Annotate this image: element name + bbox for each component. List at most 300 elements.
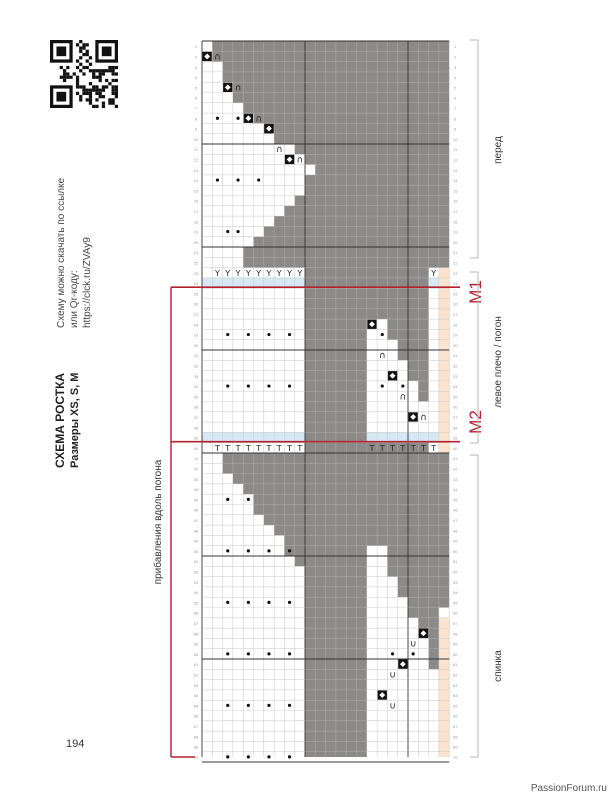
stitch-cell: [212, 556, 222, 566]
stitch-cell: [254, 134, 264, 144]
stitch-cell: [284, 741, 294, 751]
stitch-cell: [202, 515, 212, 525]
dot-symbol: [226, 704, 229, 707]
stitch-cell: [202, 309, 212, 319]
stitch-cell: [212, 350, 222, 360]
stitch-cell: [367, 680, 377, 690]
slip-symbol: T: [266, 444, 272, 454]
stitch-cell: [254, 731, 264, 741]
stitch-cell: [264, 319, 274, 329]
row-number-right: 61: [452, 662, 458, 668]
stitch-cell: [295, 577, 305, 587]
stitch-cell: [398, 752, 408, 762]
stitch-cell: [398, 741, 408, 751]
stitch-cell: [274, 535, 284, 545]
stitch-cell: [254, 669, 264, 679]
stitch-cell: [243, 638, 253, 648]
stitch-cell: [212, 463, 222, 473]
stitch-cell: [202, 638, 212, 648]
stitch-cell: [212, 608, 222, 618]
stitch-cell: [233, 319, 243, 329]
stitch-cell: [243, 505, 253, 515]
stitch-cell: [387, 412, 397, 422]
row-number-left: 16: [193, 198, 199, 204]
stitch-cell: [212, 649, 222, 659]
stitch-cell: [284, 721, 294, 731]
stitch-cell: [254, 154, 264, 164]
stitch-cell: [264, 556, 274, 566]
stitch-cell: [284, 669, 294, 679]
stitch-cell: [264, 587, 274, 597]
stitch-cell: [274, 690, 284, 700]
stitch-cell: [295, 371, 305, 381]
row-number-left: 20: [193, 239, 199, 245]
stitch-cell: [377, 556, 387, 566]
stitch-cell: [202, 721, 212, 731]
stitch-cell: [284, 196, 294, 206]
stitch-cell: [212, 371, 222, 381]
increases-label: прибавления вдоль погона: [153, 459, 164, 585]
dot-symbol: [236, 117, 239, 120]
stitch-cell: [243, 154, 253, 164]
slip-symbol: T: [421, 444, 426, 454]
stitch-cell: [418, 741, 428, 751]
stitch-cell: [284, 340, 294, 350]
stitch-cell: [233, 752, 243, 762]
row-number-left: 39: [193, 435, 199, 441]
row-number-right: 17: [452, 209, 458, 215]
stitch-cell: [408, 711, 418, 721]
stitch-cell: [264, 185, 274, 195]
stitch-cell: [223, 257, 233, 267]
stitch-cell: [223, 669, 233, 679]
stitch-cell: [377, 680, 387, 690]
stitch-cell: [212, 288, 222, 298]
stitch-cell: [429, 299, 439, 309]
stitch-cell: [202, 535, 212, 545]
stitch-cell: [418, 752, 428, 762]
arch-symbol: ∪: [389, 670, 396, 681]
row-number-left: 21: [193, 250, 199, 256]
stitch-cell: [212, 340, 222, 350]
row-number-right: 13: [452, 167, 458, 173]
stitch-cell: [429, 288, 439, 298]
marker-m2: M2: [466, 410, 485, 434]
stitch-cell: [274, 752, 284, 762]
stitch-cell: [223, 185, 233, 195]
stitch-cell: [243, 134, 253, 144]
stitch-cell: [429, 340, 439, 350]
stitch-cell: [243, 402, 253, 412]
stitch-cell: [367, 597, 377, 607]
stitch-cell: [295, 299, 305, 309]
section-bracket: [470, 272, 478, 443]
stitch-cell: [202, 257, 212, 267]
stitch-cell: [254, 412, 264, 422]
stitch-cell: [254, 721, 264, 731]
row-number-right: 47: [452, 518, 458, 524]
dot-symbol: [381, 333, 384, 336]
stitch-cell: [387, 577, 397, 587]
stitch-cell: [274, 587, 284, 597]
slip-symbol: T: [245, 444, 251, 454]
stitch-cell: [212, 711, 222, 721]
stitch-cell: [398, 597, 408, 607]
stitch-cell: [233, 556, 243, 566]
stitch-cell: [202, 628, 212, 638]
stitch-cell: [233, 123, 243, 133]
dot-symbol: [236, 230, 239, 233]
stitch-cell: [284, 412, 294, 422]
stitch-cell: [212, 93, 222, 103]
stitch-cell: [233, 196, 243, 206]
row-number-right: 6: [454, 95, 457, 101]
stitch-cell: [212, 257, 222, 267]
stitch-cell: [284, 360, 294, 370]
stitch-cell: [284, 299, 294, 309]
stitch-cell: [233, 154, 243, 164]
stitch-cell: [233, 618, 243, 628]
stitch-cell: [212, 309, 222, 319]
stitch-cell: [233, 587, 243, 597]
stitch-cell: [377, 711, 387, 721]
row-number-left: 1: [194, 44, 198, 50]
stitch-cell: [233, 690, 243, 700]
dot-symbol: [226, 652, 229, 655]
row-number-right: 26: [452, 301, 458, 307]
stitch-cell: [212, 566, 222, 576]
stitch-cell: [243, 206, 253, 216]
stitch-cell: [377, 402, 387, 412]
stitch-cell: [284, 350, 294, 360]
stitch-cell: [264, 721, 274, 731]
dot-symbol: [267, 704, 270, 707]
stitch-cell: [254, 196, 264, 206]
stitch-cell: [233, 546, 243, 556]
stitch-cell: [295, 360, 305, 370]
stitch-cell: [254, 206, 264, 216]
stitch-cell: [223, 577, 233, 587]
stitch-cell: [367, 752, 377, 762]
stitch-cell: [254, 319, 264, 329]
stitch-cell: [408, 659, 418, 669]
stitch-cell: [202, 165, 212, 175]
stitch-cell: [212, 752, 222, 762]
stitch-cell: [408, 700, 418, 710]
row-number-left: 69: [193, 744, 199, 750]
stitch-cell: [398, 371, 408, 381]
stitch-cell: [295, 741, 305, 751]
stitch-cell: [212, 618, 222, 628]
stitch-cell: [202, 649, 212, 659]
stitch-cell: [243, 175, 253, 185]
chart-title: СХЕМА РОСТКА: [53, 372, 67, 468]
dot-symbol: [226, 498, 229, 501]
stitch-cell: [274, 741, 284, 751]
stitch-cell: [233, 525, 243, 535]
row-number-left: 5: [194, 85, 198, 91]
stitch-cell: [223, 412, 233, 422]
stitch-cell: [233, 505, 243, 515]
stitch-cell: [254, 649, 264, 659]
stitch-cell: [212, 226, 222, 236]
stitch-cell: [254, 566, 264, 576]
stitch-cell: [233, 628, 243, 638]
stitch-cell: [243, 165, 253, 175]
slip-symbol: T: [276, 444, 282, 454]
stitch-cell: [223, 175, 233, 185]
row-number-right: 63: [452, 682, 458, 688]
arch-symbol: ∩: [420, 413, 427, 424]
stitch-cell: [295, 422, 305, 432]
stitch-cell: [254, 391, 264, 401]
stitch-cell: [212, 721, 222, 731]
stitch-cell: [429, 412, 439, 422]
row-number-right: 59: [452, 641, 458, 647]
stitch-cell: [418, 638, 428, 648]
stitch-cell: [202, 72, 212, 82]
stitch-cell: [243, 371, 253, 381]
stitch-cell: [264, 402, 274, 412]
stitch-cell: [254, 402, 264, 412]
stitch-cell: [284, 608, 294, 618]
slip-symbol: Y: [225, 269, 231, 279]
stitch-cell: [367, 422, 377, 432]
slip-symbol: T: [297, 444, 303, 454]
stitch-cell: [387, 597, 397, 607]
stitch-cell: [264, 669, 274, 679]
stitch-cell: [429, 391, 439, 401]
row-number-right: 22: [452, 260, 458, 266]
stitch-cell: [274, 319, 284, 329]
stitch-cell: [367, 669, 377, 679]
row-number-left: 32: [193, 363, 199, 369]
stitch-cell: [254, 659, 264, 669]
stitch-cell: [223, 618, 233, 628]
stitch-cell: [223, 123, 233, 133]
stitch-cell: [264, 638, 274, 648]
stitch-cell: [274, 206, 284, 216]
row-number-right: 40: [452, 445, 458, 451]
stitch-cell: [233, 185, 243, 195]
stitch-cell: [398, 711, 408, 721]
row-number-right: 23: [452, 270, 458, 276]
stitch-cell: [264, 299, 274, 309]
stitch-cell: [223, 402, 233, 412]
stitch-cell: [233, 391, 243, 401]
section-bracket: [470, 40, 478, 258]
stitch-cell: [429, 721, 439, 731]
row-number-right: 14: [452, 178, 458, 184]
row-number-right: 66: [452, 713, 458, 719]
slip-symbol: Y: [297, 269, 303, 279]
stitch-cell: [212, 82, 222, 92]
stitch-cell: [264, 134, 274, 144]
row-number-right: 3: [454, 64, 457, 70]
stitch-cell: [295, 618, 305, 628]
stitch-cell: [274, 638, 284, 648]
stitch-cell: [223, 247, 233, 257]
stitch-cell: [264, 371, 274, 381]
stitch-cell: [254, 535, 264, 545]
stitch-cell: [398, 638, 408, 648]
stitch-cell: [202, 505, 212, 515]
stitch-cell: [254, 597, 264, 607]
stitch-cell: [212, 165, 222, 175]
stitch-cell: [223, 237, 233, 247]
stitch-cell: [202, 144, 212, 154]
stitch-cell: [264, 391, 274, 401]
stitch-cell: [408, 391, 418, 401]
stitch-cell: [295, 628, 305, 638]
stitch-cell: [377, 577, 387, 587]
stitch-cell: [418, 649, 428, 659]
stitch-cell: [243, 196, 253, 206]
stitch-cell: [223, 566, 233, 576]
stitch-cell: [243, 711, 253, 721]
stitch-cell: [377, 638, 387, 648]
stitch-cell: [233, 360, 243, 370]
stitch-cell: [202, 371, 212, 381]
peach-band-gap: [439, 608, 449, 618]
stitch-cell: [233, 721, 243, 731]
stitch-cell: [254, 371, 264, 381]
stitch-cell: [212, 381, 222, 391]
stitch-cell: [223, 288, 233, 298]
stitch-cell: [233, 206, 243, 216]
stitch-cell: [398, 618, 408, 628]
stitch-cell: [274, 175, 284, 185]
dot-symbol: [412, 652, 415, 655]
row-number-right: 34: [452, 384, 458, 390]
arch-symbol: ∩: [378, 351, 386, 362]
slip-symbol: T: [287, 444, 292, 454]
slip-symbol: Y: [431, 269, 437, 279]
row-number-right: 46: [452, 507, 458, 513]
stitch-cell: [418, 690, 428, 700]
row-number-left: 3: [194, 64, 198, 70]
row-number-left: 60: [193, 651, 199, 657]
arch-symbol: ∩: [255, 114, 262, 125]
stitch-cell: [367, 350, 377, 360]
stitch-cell: [367, 381, 377, 391]
stitch-cell: [367, 700, 377, 710]
stitch-cell: [408, 680, 418, 690]
stitch-cell: [264, 618, 274, 628]
row-number-right: 38: [452, 425, 458, 431]
stitch-cell: [429, 700, 439, 710]
download-link[interactable]: https://clck.ru/ZVAy9: [82, 237, 93, 328]
stitch-cell: [254, 216, 264, 226]
stitch-cell: [387, 711, 397, 721]
stitch-cell: [398, 700, 408, 710]
row-number-left: 13: [193, 167, 199, 173]
dot-symbol: [288, 384, 291, 387]
stitch-cell: [398, 608, 408, 618]
row-number-right: 5: [454, 85, 457, 91]
stitch-cell: [284, 731, 294, 741]
stitch-cell: [212, 144, 222, 154]
stitch-cell: [233, 216, 243, 226]
row-number-right: 45: [452, 497, 458, 503]
row-number-right: 36: [452, 404, 458, 410]
row-number-left: 43: [193, 476, 199, 482]
stitch-cell: [223, 484, 233, 494]
row-number-left: 33: [193, 373, 199, 379]
stitch-cell: [202, 494, 212, 504]
stitch-cell: [202, 381, 212, 391]
stitch-cell: [243, 319, 253, 329]
stitch-cell: [233, 350, 243, 360]
stitch-cell: [295, 175, 305, 185]
stitch-cell: [377, 731, 387, 741]
stitch-cell: [264, 288, 274, 298]
stitch-cell: [202, 206, 212, 216]
stitch-cell: [367, 391, 377, 401]
row-number-left: 40: [193, 445, 199, 451]
peach-band-back: [439, 608, 449, 758]
stitch-cell: [408, 669, 418, 679]
dot-symbol: [216, 117, 219, 120]
stitch-cell: [264, 535, 274, 545]
row-number-right: 60: [452, 651, 458, 657]
stitch-cell: [367, 731, 377, 741]
row-number-right: 41: [452, 456, 458, 462]
stitch-cell: [429, 680, 439, 690]
stitch-cell: [212, 587, 222, 597]
stitch-cell: [264, 196, 274, 206]
stitch-cell: [429, 752, 439, 762]
row-number-left: 36: [193, 404, 199, 410]
stitch-cell: [264, 659, 274, 669]
stitch-cell: [377, 618, 387, 628]
dot-symbol: [226, 333, 229, 336]
stitch-cell: [254, 329, 264, 339]
stitch-cell: [264, 309, 274, 319]
stitch-cell: [233, 700, 243, 710]
stitch-cell: [418, 659, 428, 669]
stitch-cell: [377, 546, 387, 556]
stitch-cell: [243, 299, 253, 309]
row-number-right: 49: [452, 538, 458, 544]
stitch-cell: [212, 535, 222, 545]
slip-symbol: Y: [276, 269, 282, 279]
stitch-cell: [202, 123, 212, 133]
row-number-right: 9: [454, 126, 457, 132]
stitch-cell: [202, 741, 212, 751]
stitch-cell: [212, 206, 222, 216]
stitch-cell: [295, 752, 305, 762]
stitch-cell: [243, 741, 253, 751]
stitch-cell: [212, 494, 222, 504]
stitch-cell: [243, 216, 253, 226]
row-number-left: 18: [193, 219, 199, 225]
stitch-cell: [202, 546, 212, 556]
stitch-cell: [223, 659, 233, 669]
arch-symbol: ∩: [399, 392, 407, 403]
stitch-cell: [429, 319, 439, 329]
stitch-cell: [254, 556, 264, 566]
stitch-cell: [243, 144, 253, 154]
stitch-cell: [223, 505, 233, 515]
row-number-left: 42: [193, 466, 199, 472]
stitch-cell: [387, 618, 397, 628]
row-number-right: 16: [452, 198, 458, 204]
stitch-cell: [212, 515, 222, 525]
stitch-cell: [243, 422, 253, 432]
row-number-right: 56: [452, 610, 458, 616]
stitch-cell: [254, 185, 264, 195]
